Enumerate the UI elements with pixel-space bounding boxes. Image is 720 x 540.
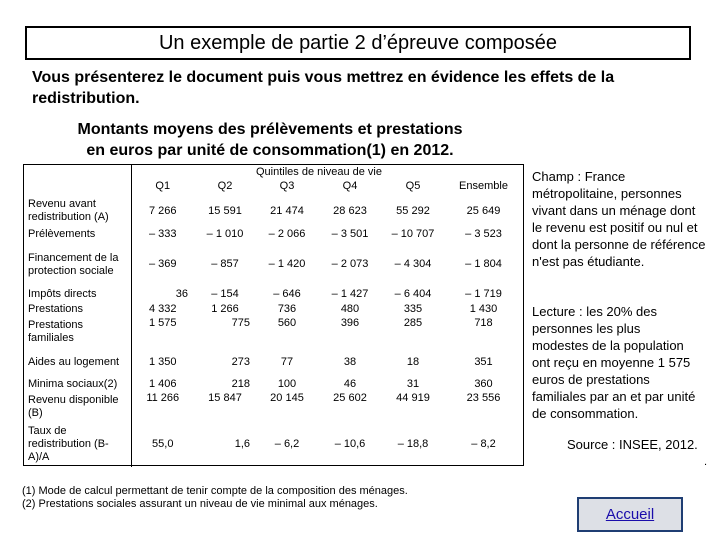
table-cell: 18 bbox=[406, 355, 420, 368]
table-cell: 7 266 bbox=[148, 204, 177, 217]
table-cell: – 1 010 bbox=[206, 228, 244, 240]
table-cell: – 3 523 bbox=[465, 228, 502, 240]
table-cell: 285 bbox=[403, 317, 423, 329]
table-row bbox=[24, 347, 523, 377]
row-label: Prestations bbox=[24, 302, 131, 317]
table-cell: 718 bbox=[474, 317, 493, 329]
table-cell: 25 602 bbox=[333, 392, 367, 404]
table-title-line2: en euros par unité de consommation(1) en 2012. bbox=[86, 142, 454, 159]
row-label: Prélèvements bbox=[24, 227, 131, 242]
data-table bbox=[23, 164, 524, 466]
row-label: Impôts directs bbox=[24, 287, 131, 302]
table-cell: – 10,6 bbox=[334, 438, 366, 450]
table-cell: – 8,2 bbox=[471, 438, 496, 450]
table-cell: 1,6 bbox=[234, 438, 250, 450]
table-cell: 100 bbox=[277, 378, 297, 390]
table-row bbox=[24, 195, 523, 227]
table-cell: 28 623 bbox=[333, 204, 367, 217]
table-cell: 44 919 bbox=[396, 392, 430, 404]
table-cell: 21 474 bbox=[270, 204, 304, 217]
table-cell: – 6,2 bbox=[274, 438, 300, 450]
table-header-row bbox=[24, 165, 523, 195]
table-cell: 775 bbox=[231, 317, 250, 329]
table-cell: 480 bbox=[340, 303, 360, 315]
table-cell: 1 430 bbox=[469, 303, 498, 315]
header-cell: Q3 bbox=[279, 180, 295, 192]
table-cell: 15 591 bbox=[208, 204, 242, 217]
home-button[interactable]: Accueil bbox=[577, 497, 683, 532]
table-cell: – 1 804 bbox=[465, 258, 502, 270]
table-cell: 396 bbox=[340, 317, 360, 329]
table-title bbox=[40, 119, 500, 161]
footnote-2: (2) Prestations sociales assurant un niveau de vie minimal aux ménages. bbox=[22, 498, 378, 510]
table-cell: 1 406 bbox=[148, 378, 177, 390]
table-cell: 560 bbox=[277, 317, 297, 329]
data-grid bbox=[24, 165, 524, 467]
header-cell: Q2 bbox=[217, 180, 233, 192]
table-cell: – 3 501 bbox=[331, 228, 369, 240]
row-label: Aides au logement bbox=[24, 347, 131, 377]
table-cell: – 154 bbox=[211, 288, 239, 300]
slide-title bbox=[25, 26, 691, 60]
header-cell: Ensemble bbox=[459, 180, 508, 192]
header-cell: Q4 bbox=[342, 180, 358, 192]
table-row bbox=[24, 227, 523, 242]
table-cell: 55 292 bbox=[396, 204, 430, 217]
header-cell: Q5 bbox=[405, 180, 421, 192]
table-cell: – 6 404 bbox=[394, 288, 432, 300]
row-label: Financement de la protection sociale bbox=[24, 242, 131, 287]
table-cell: 55,0 bbox=[152, 438, 174, 450]
table-cell: – 2 066 bbox=[268, 228, 306, 240]
table-cell: 1 575 bbox=[148, 317, 177, 329]
table-title-line1: Montants moyens des prélèvements et prestations bbox=[77, 121, 463, 138]
table-cell: 23 556 bbox=[466, 392, 501, 404]
table-cell: – 333 bbox=[148, 228, 177, 240]
table-cell: – 10 707 bbox=[391, 228, 435, 240]
table-row bbox=[24, 242, 523, 287]
footnotes bbox=[22, 485, 408, 511]
header-cell: Q1 bbox=[155, 180, 171, 192]
table-cell: 1 350 bbox=[148, 355, 177, 368]
table-row bbox=[24, 377, 523, 392]
source-note: Source : INSEE, 2012. bbox=[567, 437, 698, 452]
table-cell: 46 bbox=[343, 378, 357, 390]
table-cell: 360 bbox=[474, 378, 493, 390]
table-cell: 736 bbox=[277, 303, 297, 315]
table-cell: 31 bbox=[406, 378, 420, 390]
table-cell: 25 649 bbox=[466, 204, 501, 217]
table-cell: 11 266 bbox=[146, 392, 180, 404]
table-cell: 77 bbox=[280, 355, 294, 368]
table-cell: – 1 427 bbox=[331, 288, 369, 300]
table-cell: 351 bbox=[474, 355, 493, 368]
table-row bbox=[24, 422, 523, 467]
table-cell: 335 bbox=[403, 303, 423, 315]
table-row bbox=[24, 392, 523, 422]
table-cell: – 4 304 bbox=[394, 258, 432, 270]
table-cell: – 1 420 bbox=[268, 258, 306, 270]
table-cell: 1 266 bbox=[211, 303, 239, 315]
table-cell: 15 847 bbox=[208, 392, 242, 404]
trailing-dot: . bbox=[704, 456, 708, 468]
table-cell: 4 332 bbox=[148, 303, 177, 315]
table-cell: – 18,8 bbox=[397, 438, 429, 450]
table-row bbox=[24, 302, 523, 317]
row-label: Revenu disponible (B) bbox=[24, 392, 131, 422]
table-cell: – 646 bbox=[273, 288, 301, 300]
table-cell: 218 bbox=[231, 378, 250, 390]
reading-note: Lecture : les 20% des personnes les plus modestes de la population ont reçu en moyenne 1 575 euros de prestations familiales par an et par unité de consommation. bbox=[532, 304, 696, 421]
table-cell: – 2 073 bbox=[331, 258, 369, 270]
footnote-1: (1) Mode de calcul permettant de tenir compte de la composition des ménages. bbox=[22, 485, 408, 497]
table-cell: 20 145 bbox=[270, 392, 304, 404]
quintiles-label: Quintiles de niveau de vie bbox=[256, 166, 382, 178]
row-label: Taux de redistribution (B-A)/A bbox=[24, 422, 131, 467]
table-cell: 38 bbox=[343, 355, 357, 368]
row-label: Revenu avant redistribution (A) bbox=[24, 195, 131, 227]
table-cell: 36 bbox=[175, 288, 188, 300]
table-cell: – 369 bbox=[148, 258, 177, 270]
table-cell: 273 bbox=[231, 355, 250, 368]
table-cell: – 1 719 bbox=[465, 288, 502, 300]
table-cell: – 857 bbox=[211, 258, 239, 270]
scope-note: Champ : France métropolitaine, personnes vivant dans un ménage dont le revenu est positif ou nul et dont la personne de référence n'est pas étudiante. bbox=[532, 169, 706, 269]
slide-title-text: Un exemple de partie 2 d’épreuve composée bbox=[158, 31, 558, 54]
table-row bbox=[24, 287, 523, 302]
instructions: Vous présenterez le document puis vous mettrez en évidence les effets de la redistribution. bbox=[32, 69, 615, 107]
row-label: Minima sociaux(2) bbox=[24, 377, 131, 392]
table-row bbox=[24, 317, 523, 347]
row-label: Prestations familiales bbox=[24, 317, 131, 347]
